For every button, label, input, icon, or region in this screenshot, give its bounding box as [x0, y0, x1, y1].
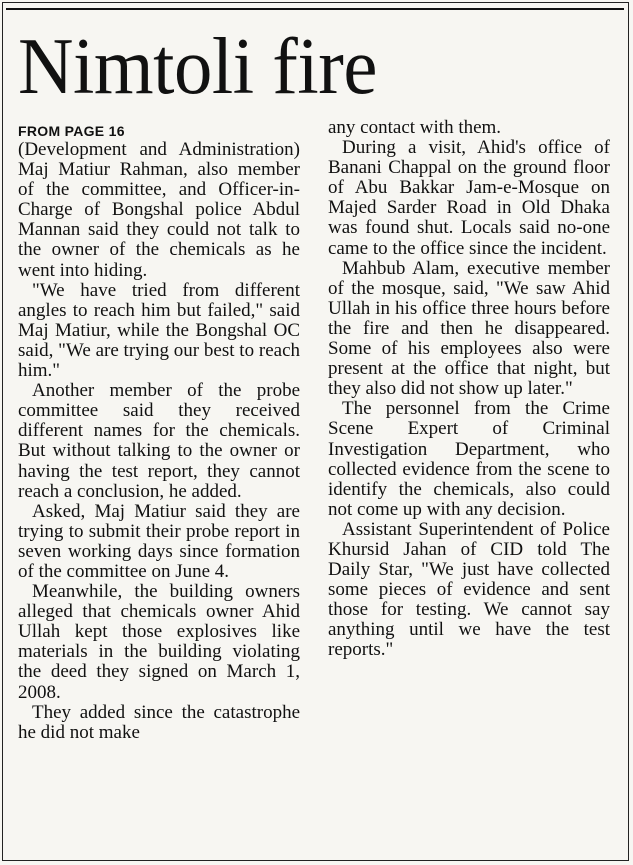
left-column	[18, 122, 300, 743]
paragraph: During a visit, Ahid's office of Banani Chappal on the ground floor of Abu Bakkar Jam-e-Mosque on Majed Sarder Road in Old Dhaka was found shut. Locals said no-one came to the office since the incident.	[328, 137, 610, 259]
paragraph: Mahbub Alam, executive member of the mosque, said, "We saw Ahid Ullah in his office three hours before the fire and then he disappeared. Some of his employees also were present at the office that night, but they also did not show up later."	[328, 257, 610, 400]
right-column	[328, 118, 610, 661]
headline: Nimtoli fire	[18, 23, 377, 111]
top-rule	[6, 8, 624, 10]
paragraph: any contact with them.	[328, 117, 502, 138]
paragraph: Assistant Superintendent of Police Khursid Jahan of CID told The Daily Star, "We just have collected some pieces of evidence and sent those for testing. We cannot say anything until we have the test reports."	[328, 518, 610, 661]
paragraph: Meanwhile, the building owners alleged that chemicals owner Ahid Ullah kept those explosives like materials in the building violating the deed they signed on March 1, 2008.	[18, 581, 300, 703]
paragraph: Asked, Maj Matiur said they are trying to submit their probe report in seven working days since formation of the committee on June 4.	[18, 500, 300, 582]
paragraph: The personnel from the Crime Scene Expert of Criminal Investigation Department, who collected evidence from the scene to identify the chemicals, also could not come up with any decision.	[328, 398, 610, 520]
paragraph: They added since the catastrophe he did not make	[18, 701, 300, 743]
paragraph: "We have tried from different angles to reach him but failed," said Maj Matiur, while the Bongshal OC said, "We are trying our best to reach him."	[18, 279, 300, 382]
paragraph: (Development and Administration) Maj Matiur Rahman, also member of the committee, and Officer-in-Charge of Bongshal police Abdul Mannan said they could not talk to the owner of the chemicals as he went into hiding.	[18, 139, 300, 281]
paragraph: Another member of the probe committee said they received different names for the chemicals. But without talking to the owner or having the test report, they cannot reach a conclusion, he added.	[18, 380, 300, 502]
kicker: FROM PAGE 16	[18, 123, 125, 139]
